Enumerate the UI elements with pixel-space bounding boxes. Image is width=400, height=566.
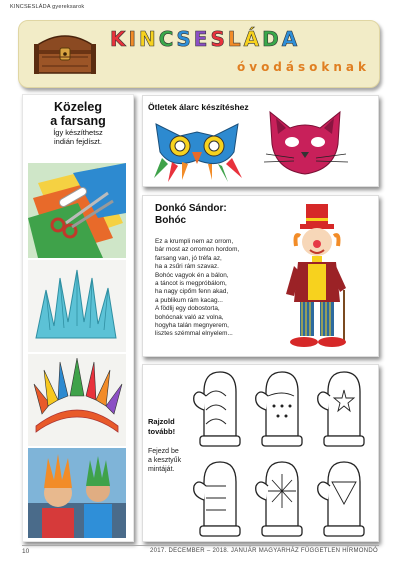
- mitten-instruction-line: Fejezd be: [148, 448, 179, 455]
- cat-mask-image: [256, 104, 354, 184]
- brand-letter: A: [281, 27, 301, 51]
- mitten-3: [318, 372, 364, 446]
- poem-line: lisztes szémmal elnyelem...: [155, 330, 233, 338]
- mitten-4: [194, 462, 240, 536]
- mitten-coloring-grid: [186, 366, 376, 540]
- poem-line: bár most az orromon hordom,: [155, 246, 240, 254]
- brand-letter: D: [262, 27, 282, 51]
- mask-ideas-title: Ötletek álarc készítéshez: [148, 102, 249, 112]
- poem-line: Bohóc vagyok én a bálon,: [155, 271, 229, 279]
- poem-line: a táncot is megpróbálom,: [155, 280, 227, 288]
- poem-title: Bohóc: [155, 214, 187, 226]
- left-title-line: Közeleg: [54, 100, 102, 114]
- children-photo: [28, 448, 126, 538]
- mitten-2: [256, 372, 302, 446]
- brand-letter: L: [227, 27, 244, 51]
- brand-letter: S: [210, 27, 228, 51]
- poem-line: hogyha talán megnyerem,: [155, 322, 229, 330]
- mitten-5: [256, 462, 302, 536]
- feather-cutout-photo: [28, 260, 126, 352]
- treasure-chest-icon: [30, 26, 100, 76]
- mitten-title-line: Rajzold: [148, 417, 175, 426]
- mitten-instructions: [148, 447, 181, 474]
- mitten-6: [318, 462, 364, 536]
- page-number: 10: [22, 548, 30, 555]
- finished-headdress-photo: [28, 354, 126, 446]
- left-subtitle-line: indián fejdíszt.: [54, 137, 102, 146]
- poem-line: bohócnak való az volna,: [155, 313, 224, 321]
- poem-text: [155, 238, 285, 339]
- mitten-1: [194, 372, 240, 446]
- poem-author: Donkó Sándor:: [155, 203, 227, 214]
- brand-letter: K: [110, 27, 129, 51]
- owl-mask-image: [150, 118, 245, 184]
- poem-line: farsang van, jó tréfa az,: [155, 254, 222, 262]
- poem-line: ha nagy cipőm fenn akad,: [155, 288, 229, 296]
- brand-letter: I: [128, 27, 139, 51]
- running-head: KINCSESLÁDA gyereksarok: [10, 4, 85, 10]
- brand-letter: C: [158, 27, 177, 51]
- poem-line: a publikum rám kacag...: [155, 296, 223, 304]
- mitten-title: [148, 417, 175, 436]
- brand-letter: Á: [243, 27, 263, 51]
- clown-illustration: [284, 202, 360, 352]
- brand-title: [110, 27, 370, 51]
- poem-heading: [155, 203, 227, 226]
- left-title: [22, 100, 134, 128]
- brand-letter: S: [176, 27, 194, 51]
- poem-line: ha a zsűri rám szavaz.: [155, 263, 219, 271]
- brand-letter: E: [193, 27, 211, 51]
- mitten-instruction-line: a kesztyűk: [148, 457, 182, 464]
- poem-line: A födlij egy dobostorta,: [155, 305, 220, 313]
- footer-rule: [22, 545, 379, 546]
- brand-letter: N: [138, 27, 159, 51]
- craft-supplies-photo: [28, 163, 126, 258]
- footer-issue: 2017. DECEMBER – 2018. JANUÁR MAGYARHÁZ FÜGGETLEN HÍRMONDÓ: [149, 548, 378, 554]
- left-subtitle-line: Így készíthetsz: [53, 128, 103, 137]
- poem-line: Ez a krumpli nem az orrom,: [155, 238, 234, 245]
- left-title-line: a farsang: [50, 114, 106, 128]
- mitten-title-line: tovább!: [148, 426, 176, 436]
- brand-subtitle: óvodásoknak: [237, 60, 370, 74]
- left-subtitle: [22, 128, 134, 146]
- mitten-instruction-line: mintáját.: [148, 466, 175, 473]
